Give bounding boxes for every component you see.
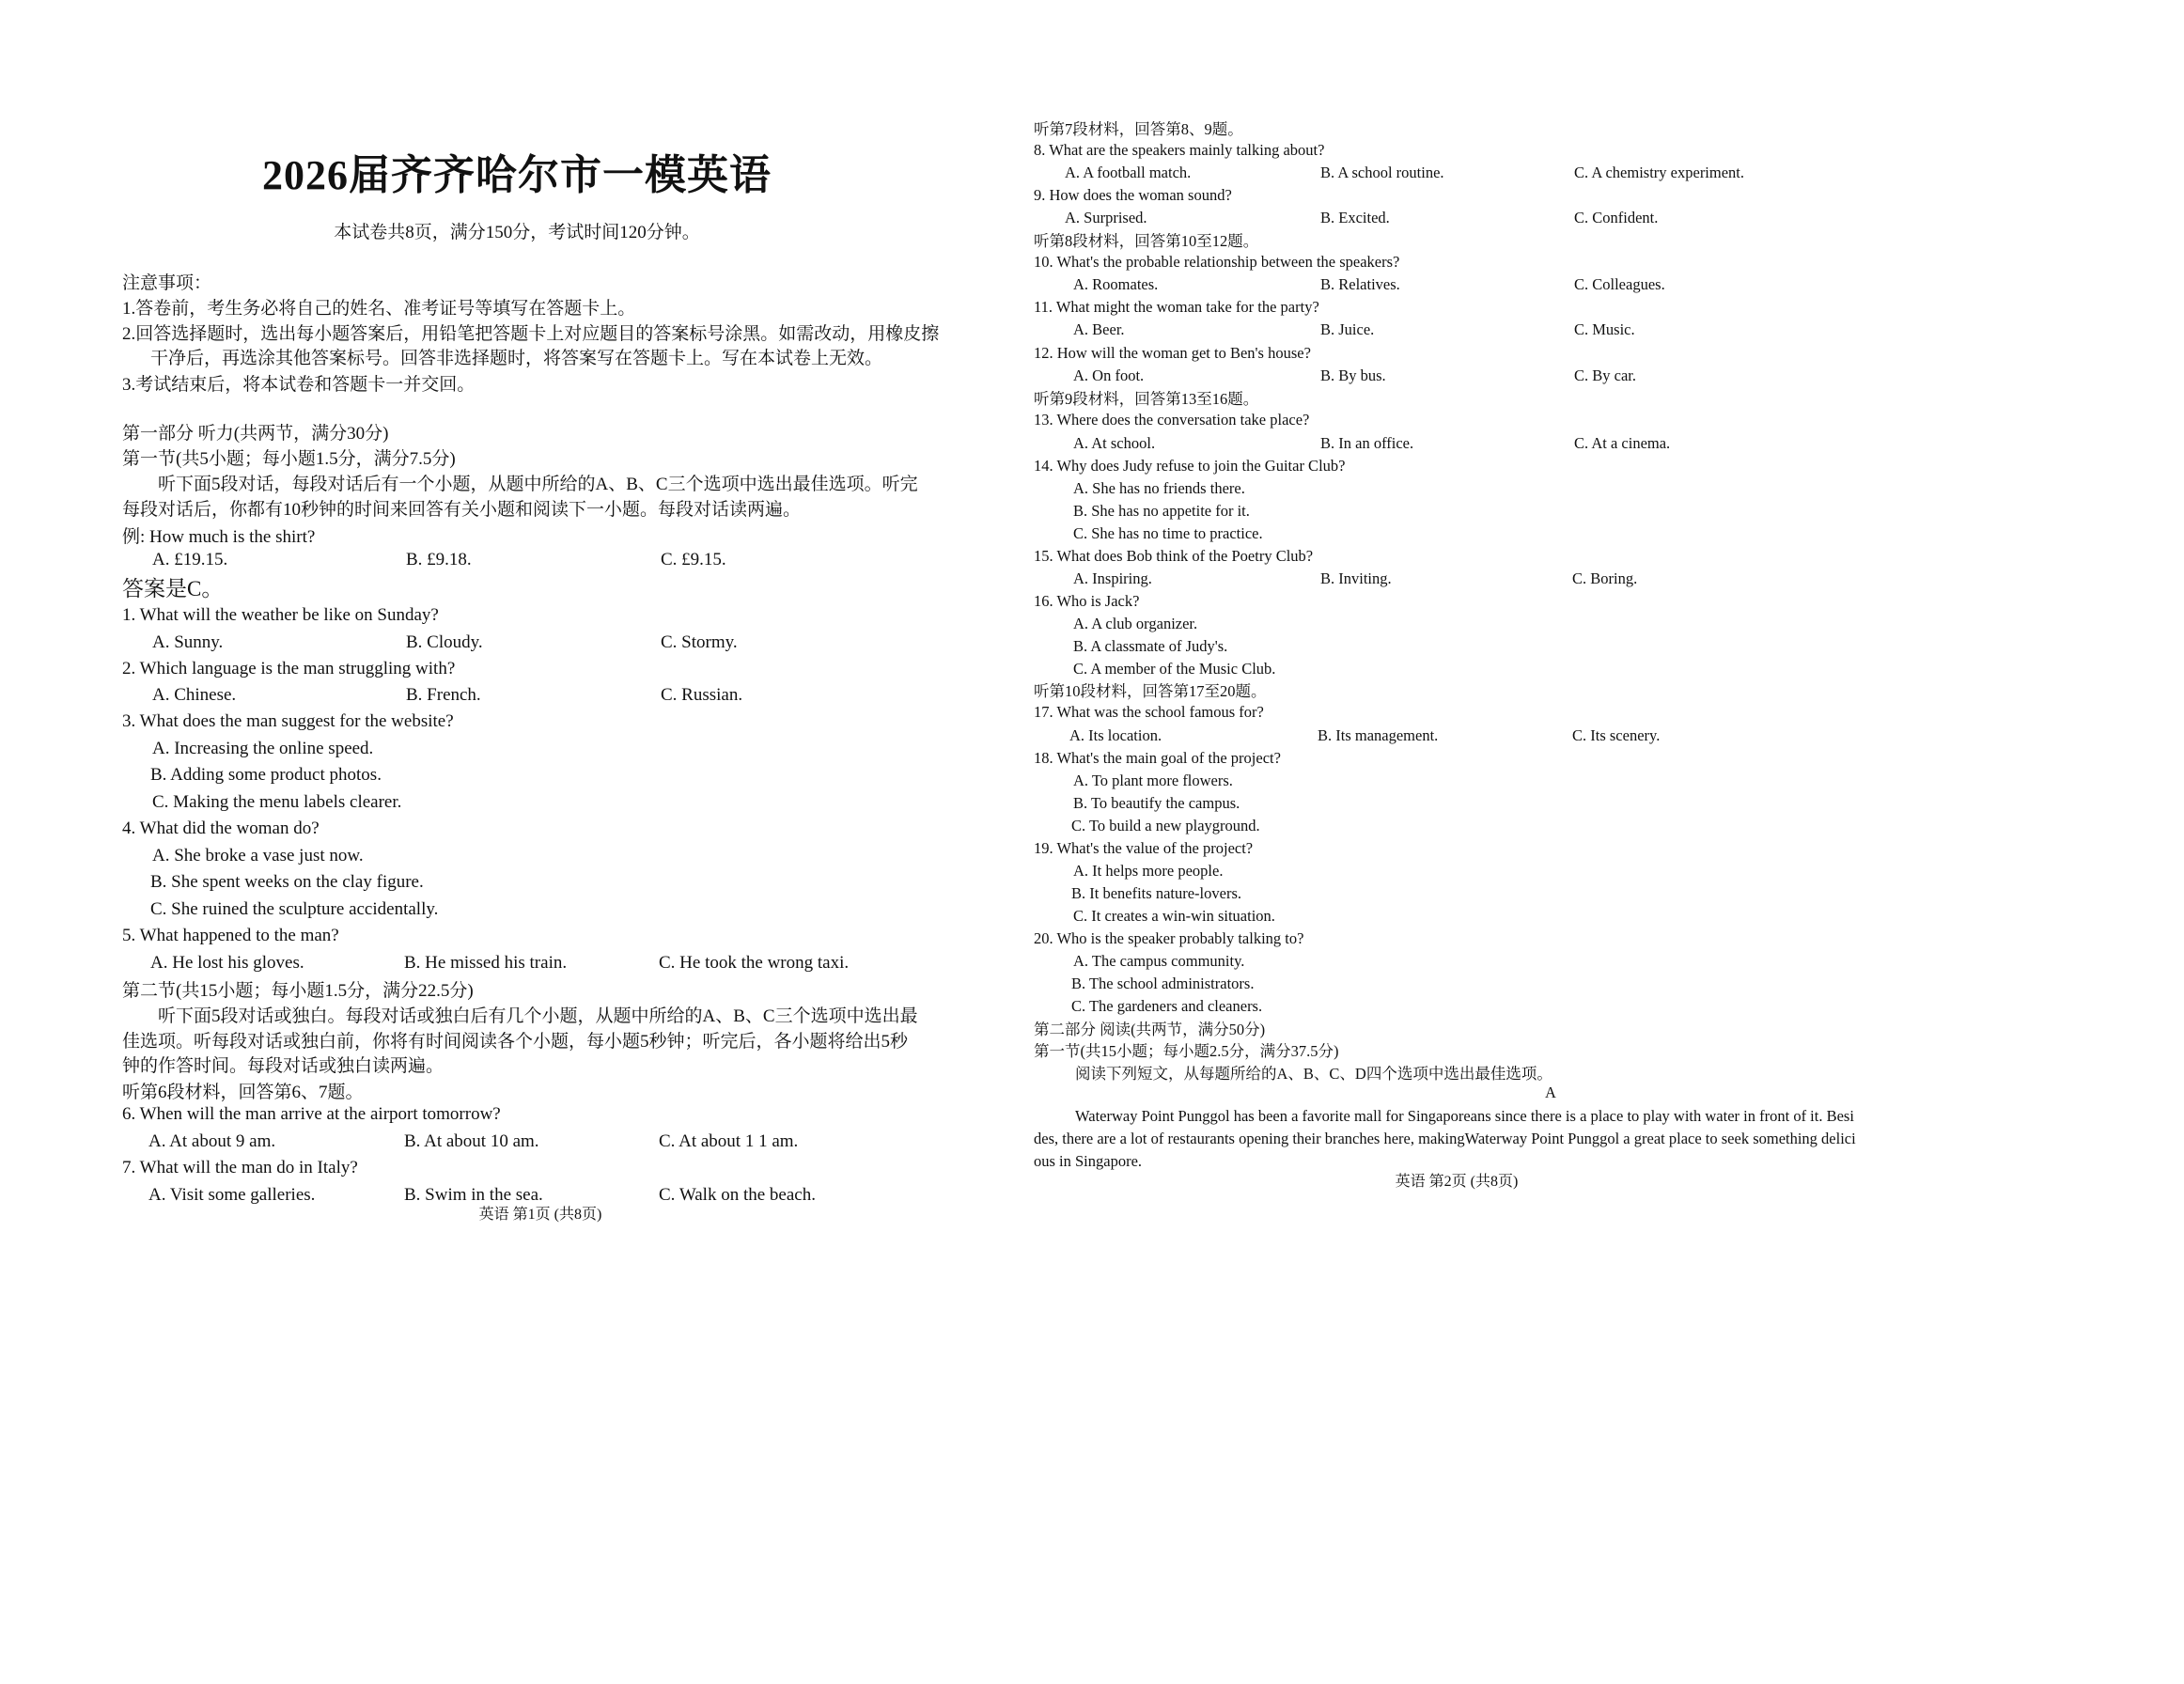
- part1-heading: 第一部分 听力(共两节，满分30分): [122, 424, 389, 444]
- option-a: A. On foot.: [1073, 366, 1145, 384]
- option-c: C. Walk on the beach.: [659, 1185, 816, 1205]
- option-c: C. Russian.: [661, 685, 743, 705]
- section1-instructions-cont: 每段对话后，你都有10秒钟的时间来回答有关小题和阅读下一小题。每段对话读两遍。: [122, 500, 802, 520]
- option-b: B. Swim in the sea.: [404, 1185, 543, 1205]
- question-10: 10. What's the probable relationship between the speakers?: [1034, 253, 1400, 271]
- question-4: 4. What did the woman do?: [122, 819, 320, 838]
- question-16-option-a: A. A club organizer.: [1073, 615, 1198, 632]
- question-17: 17. What was the school famous for?: [1034, 703, 1264, 721]
- question-8: 8. What are the speakers mainly talking about?: [1034, 141, 1325, 159]
- question-20-option-a: A. The campus community.: [1073, 952, 1245, 970]
- option-a: A. A football match.: [1065, 164, 1192, 181]
- question-14-option-a: A. She has no friends there.: [1073, 479, 1245, 497]
- option-b: B. Its management.: [1318, 726, 1439, 744]
- question-11: 11. What might the woman take for the party?: [1034, 298, 1319, 316]
- option-c: C. Colleagues.: [1574, 275, 1665, 293]
- question-18-option-c: C. To build a new playground.: [1071, 817, 1260, 834]
- section1-heading: 第一节(共5小题；每小题1.5分，满分7.5分): [122, 449, 456, 469]
- passage-a-line-3: ous in Singapore.: [1034, 1152, 1143, 1170]
- notice-item-1: 1.答卷前，考生务必将自己的姓名、准考证号等填写在答题卡上。: [122, 299, 636, 319]
- question-20: 20. Who is the speaker probably talking to?: [1034, 929, 1304, 947]
- question-5: 5. What happened to the man?: [122, 926, 339, 945]
- material-10-heading: 听第10段材料，回答第17至20题。: [1034, 682, 1267, 700]
- option-c: C. At about 1 1 am.: [659, 1131, 799, 1151]
- option-a: A. Roomates.: [1073, 275, 1159, 293]
- section3-heading: 第一节(共15小题；每小题2.5分，满分37.5分): [1034, 1042, 1339, 1060]
- notice-item-3: 3.考试结束后，将本试卷和答题卡一并交回。: [122, 375, 476, 395]
- question-14-option-b: B. She has no appetite for it.: [1073, 502, 1250, 520]
- option-b: B. Inviting.: [1320, 569, 1392, 587]
- example-question: 例: How much is the shirt?: [122, 527, 316, 547]
- option-b: B. Juice.: [1320, 320, 1375, 338]
- page-2: [1034, 0, 2184, 1684]
- question-20-option-c: C. The gardeners and cleaners.: [1071, 997, 1263, 1015]
- page-2-footer: 英语 第2页 (共8页): [1395, 1174, 1519, 1190]
- notice-item-2-cont: 干净后，再选涂其他答案标号。回答非选择题时，将答案写在答题卡上。写在本试卷上无效。: [150, 349, 883, 368]
- question-3-option-c: C. Making the menu labels clearer.: [152, 792, 402, 812]
- option-a: A. Surprised.: [1065, 209, 1147, 226]
- option-c: C. At a cinema.: [1574, 434, 1671, 452]
- option-b: B. Relatives.: [1320, 275, 1400, 293]
- option-a: A. Chinese.: [152, 685, 237, 705]
- option-c: C. Music.: [1574, 320, 1635, 338]
- option-b: B. A school routine.: [1320, 164, 1444, 181]
- option-a: A. At about 9 am.: [148, 1131, 276, 1151]
- question-18: 18. What's the main goal of the project?: [1034, 749, 1281, 767]
- question-9: 9. How does the woman sound?: [1034, 186, 1232, 204]
- section2-heading: 第二节(共15小题；每小题1.5分，满分22.5分): [122, 981, 474, 1001]
- example-answer: 答案是C。: [122, 577, 224, 600]
- question-16-option-b: B. A classmate of Judy's.: [1073, 637, 1228, 655]
- question-12: 12. How will the woman get to Ben's house?: [1034, 344, 1311, 362]
- option-a: A. At school.: [1073, 434, 1156, 452]
- option-b: B. At about 10 am.: [404, 1131, 539, 1151]
- option-c: C. Boring.: [1572, 569, 1638, 587]
- notice-title: 注意事项：: [122, 273, 212, 293]
- question-13: 13. Where does the conversation take place?: [1034, 411, 1310, 429]
- passage-a-line-1: Waterway Point Punggol has been a favorite mall for Singaporeans since there is a place to play with water in front of it. Besi: [1075, 1107, 1854, 1125]
- material-6-heading: 听第6段材料，回答第6、7题。: [122, 1083, 364, 1102]
- option-b: B. By bus.: [1320, 366, 1386, 384]
- question-19: 19. What's the value of the project?: [1034, 839, 1254, 857]
- option-b: B. He missed his train.: [404, 953, 568, 973]
- section3-instructions: 阅读下列短文，从每题所给的A、B、C、D四个选项中选出最佳选项。: [1075, 1065, 1552, 1083]
- section2-instructions: 听下面5段对话或独白。每段对话或独白后有几个小题，从题中所给的A、B、C三个选项中选出最: [158, 1006, 918, 1026]
- question-14-option-c: C. She has no time to practice.: [1073, 524, 1263, 542]
- question-16-option-c: C. A member of the Music Club.: [1073, 660, 1276, 678]
- question-2: 2. Which language is the man struggling with?: [122, 659, 456, 678]
- option-c: C. A chemistry experiment.: [1574, 164, 1745, 181]
- question-1: 1. What will the weather be like on Sunday?: [122, 605, 439, 625]
- exam-subtitle: 本试卷共8页，满分150分，考试时间120分钟。: [334, 223, 700, 242]
- material-9-heading: 听第9段材料，回答第13至16题。: [1034, 390, 1259, 408]
- option-b: B. In an office.: [1320, 434, 1414, 452]
- option-a: A. £19.15.: [152, 550, 228, 569]
- material-8-heading: 听第8段材料，回答第10至12题。: [1034, 232, 1259, 250]
- page-1: [0, 0, 1034, 1684]
- option-b: B. Cloudy.: [406, 632, 483, 652]
- option-a: A. Inspiring.: [1073, 569, 1152, 587]
- question-6: 6. When will the man arrive at the airport tomorrow?: [122, 1104, 501, 1124]
- option-a: A. Visit some galleries.: [148, 1185, 316, 1205]
- question-19-option-c: C. It creates a win-win situation.: [1073, 907, 1275, 925]
- option-c: C. He took the wrong taxi.: [659, 953, 850, 973]
- question-3: 3. What does the man suggest for the website?: [122, 711, 454, 731]
- question-19-option-a: A. It helps more people.: [1073, 862, 1224, 880]
- option-a: A. Beer.: [1073, 320, 1125, 338]
- question-3-option-a: A. Increasing the online speed.: [152, 739, 374, 758]
- question-20-option-b: B. The school administrators.: [1071, 975, 1255, 992]
- question-4-option-a: A. She broke a vase just now.: [152, 846, 364, 865]
- notice-item-2: 2.回答选择题时，选出每小题答案后，用铅笔把答题卡上对应题目的答案标号涂黑。如需改动，用橡皮擦: [122, 324, 940, 344]
- exam-title: 2026届齐齐哈尔市一模英语: [262, 152, 772, 198]
- option-a: A. He lost his gloves.: [150, 953, 304, 973]
- question-15: 15. What does Bob think of the Poetry Club?: [1034, 547, 1314, 565]
- question-4-option-c: C. She ruined the sculpture accidentally.: [150, 899, 439, 919]
- section1-instructions: 听下面5段对话，每段对话后有一个小题，从题中所给的A、B、C三个选项中选出最佳选项。听完: [158, 475, 918, 494]
- question-19-option-b: B. It benefits nature-lovers.: [1071, 884, 1241, 902]
- page-1-footer: 英语 第1页 (共8页): [478, 1207, 602, 1223]
- option-c: C. By car.: [1574, 366, 1636, 384]
- section2-instructions-cont: 佳选项。听每段对话或独白前，你将有时间阅读各个小题，每小题5秒钟；听完后，各小题将给出5秒: [122, 1032, 909, 1052]
- question-18-option-b: B. To beautify the campus.: [1073, 794, 1240, 812]
- question-18-option-a: A. To plant more flowers.: [1073, 772, 1233, 789]
- passage-label: A: [1545, 1084, 1556, 1101]
- option-a: A. Sunny.: [152, 632, 224, 652]
- option-c: C. Confident.: [1574, 209, 1659, 226]
- option-c: C. Its scenery.: [1572, 726, 1661, 744]
- question-4-option-b: B. She spent weeks on the clay figure.: [150, 872, 424, 892]
- option-c: C. Stormy.: [661, 632, 738, 652]
- material-7-heading: 听第7段材料，回答第8、9题。: [1034, 120, 1243, 138]
- option-b: B. £9.18.: [406, 550, 472, 569]
- question-14: 14. Why does Judy refuse to join the Guitar Club?: [1034, 457, 1346, 475]
- question-3-option-b: B. Adding some product photos.: [150, 765, 382, 785]
- option-a: A. Its location.: [1069, 726, 1162, 744]
- option-b: B. French.: [406, 685, 481, 705]
- option-b: B. Excited.: [1320, 209, 1390, 226]
- option-c: C. £9.15.: [661, 550, 726, 569]
- section2-instructions-cont2: 钟的作答时间。每段对话或独白读两遍。: [122, 1056, 445, 1076]
- question-7: 7. What will the man do in Italy?: [122, 1158, 358, 1177]
- question-16: 16. Who is Jack?: [1034, 592, 1140, 610]
- part2-heading: 第二部分 阅读(共两节，满分50分): [1034, 1021, 1266, 1038]
- passage-a-line-2: des, there are a lot of restaurants opening their branches here, makingWaterway Point Punggol a great place to seek something delici: [1034, 1130, 1856, 1147]
